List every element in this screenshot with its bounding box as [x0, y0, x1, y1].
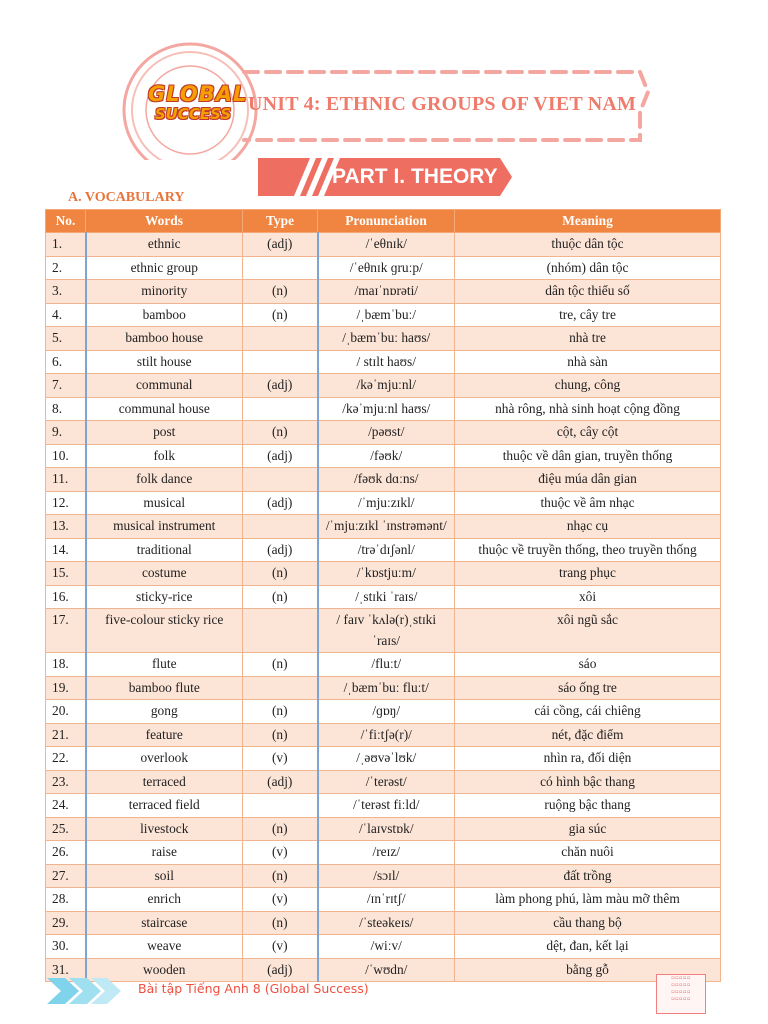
cell-no: 2. — [46, 256, 86, 280]
cell-meaning: ruộng bậc thang — [455, 794, 721, 818]
table-row — [46, 817, 721, 841]
cell-no: 5. — [46, 327, 86, 351]
cell-word: bamboo flute — [86, 676, 243, 700]
cell-type: (n) — [243, 562, 318, 586]
cell-pronunciation: /ɪnˈrɪtʃ/ — [318, 888, 455, 912]
cell-no: 30. — [46, 935, 86, 959]
cell-no: 26. — [46, 841, 86, 865]
table-row — [46, 468, 721, 492]
cell-pronunciation: /fluːt/ — [318, 653, 455, 677]
cell-type: (v) — [243, 935, 318, 959]
cell-pronunciation: /ˈkɒstjuːm/ — [318, 562, 455, 586]
cell-type: (adj) — [243, 538, 318, 562]
cell-word: costume — [86, 562, 243, 586]
cell-meaning: chung, công — [455, 374, 721, 398]
cell-pronunciation: /sɔɪl/ — [318, 864, 455, 888]
cell-meaning: xôi ngũ sắc — [455, 609, 721, 653]
table-row — [46, 770, 721, 794]
cell-word: musical instrument — [86, 515, 243, 539]
cell-no: 12. — [46, 491, 86, 515]
cell-no: 6. — [46, 350, 86, 374]
cell-no: 27. — [46, 864, 86, 888]
header-decoration — [0, 0, 768, 160]
cell-word: communal house — [86, 397, 243, 421]
cell-meaning: dệt, đan, kết lại — [455, 935, 721, 959]
table-row — [46, 794, 721, 818]
cell-meaning: bằng gỗ — [455, 958, 721, 982]
cell-meaning: cột, cây cột — [455, 421, 721, 445]
cell-meaning: đất trồng — [455, 864, 721, 888]
cell-no: 3. — [46, 280, 86, 304]
cell-meaning: nhà tre — [455, 327, 721, 351]
cell-word: weave — [86, 935, 243, 959]
publisher-stamp-icon: ▫▫▫▫▫ ▫▫▫▫▫ ▫▫▫▫▫ ▫▫▫▫▫ — [656, 974, 706, 1014]
cell-meaning: gia súc — [455, 817, 721, 841]
cell-type: (n) — [243, 303, 318, 327]
cell-no: 25. — [46, 817, 86, 841]
cell-meaning: xôi — [455, 585, 721, 609]
cell-pronunciation: /ˌstɪki ˈraɪs/ — [318, 585, 455, 609]
table-row — [46, 700, 721, 724]
cell-meaning: điệu múa dân gian — [455, 468, 721, 492]
table-row — [46, 841, 721, 865]
cell-type: (n) — [243, 280, 318, 304]
cell-meaning: làm phong phú, làm màu mỡ thêm — [455, 888, 721, 912]
cell-meaning: thuộc dân tộc — [455, 233, 721, 257]
logo-line-2: SUCCESS — [154, 105, 232, 123]
column-header-type: Type — [243, 210, 318, 233]
table-row — [46, 864, 721, 888]
footer-chevrons-icon — [47, 978, 127, 1004]
cell-word: enrich — [86, 888, 243, 912]
table-row — [46, 747, 721, 771]
cell-type: (n) — [243, 723, 318, 747]
cell-pronunciation: /ˈeθnɪk/ — [318, 233, 455, 257]
cell-no: 24. — [46, 794, 86, 818]
cell-pronunciation: /ˈmjuːzɪkl/ — [318, 491, 455, 515]
cell-type: (n) — [243, 421, 318, 445]
cell-type: (adj) — [243, 374, 318, 398]
cell-pronunciation: /fəʊk/ — [318, 444, 455, 468]
cell-meaning: nhà sàn — [455, 350, 721, 374]
cell-meaning: nhìn ra, đối diện — [455, 747, 721, 771]
cell-word: gong — [86, 700, 243, 724]
table-row — [46, 723, 721, 747]
global-success-logo — [148, 82, 248, 134]
cell-type — [243, 327, 318, 351]
cell-no: 10. — [46, 444, 86, 468]
cell-meaning: cầu thang bộ — [455, 911, 721, 935]
cell-meaning: thuộc về âm nhạc — [455, 491, 721, 515]
table-row — [46, 374, 721, 398]
cell-type — [243, 350, 318, 374]
cell-pronunciation: /ˈterəst fiːld/ — [318, 794, 455, 818]
table-row — [46, 911, 721, 935]
section-title: A. VOCABULARY — [68, 190, 185, 205]
cell-no: 11. — [46, 468, 86, 492]
cell-meaning: dân tộc thiểu số — [455, 280, 721, 304]
cell-word: flute — [86, 653, 243, 677]
table-row — [46, 327, 721, 351]
cell-no: 19. — [46, 676, 86, 700]
table-row — [46, 350, 721, 374]
cell-word: five-colour sticky rice — [86, 609, 243, 653]
cell-meaning: thuộc về dân gian, truyền thống — [455, 444, 721, 468]
cell-no: 8. — [46, 397, 86, 421]
cell-pronunciation: /ˈfiːtʃə(r)/ — [318, 723, 455, 747]
cell-word: soil — [86, 864, 243, 888]
column-header-meaning: Meaning — [455, 210, 721, 233]
cell-word: overlook — [86, 747, 243, 771]
cell-type — [243, 397, 318, 421]
cell-pronunciation: / stɪlt haʊs/ — [318, 350, 455, 374]
cell-pronunciation: /ˈmjuːzɪkl ˈɪnstrəmənt/ — [318, 515, 455, 539]
cell-no: 20. — [46, 700, 86, 724]
cell-meaning: nét, đặc điểm — [455, 723, 721, 747]
cell-word: bamboo — [86, 303, 243, 327]
table-row — [46, 562, 721, 586]
cell-word: musical — [86, 491, 243, 515]
cell-no: 1. — [46, 233, 86, 257]
cell-pronunciation: /pəʊst/ — [318, 421, 455, 445]
table-row — [46, 585, 721, 609]
table-row — [46, 653, 721, 677]
table-body — [46, 233, 721, 982]
cell-pronunciation: /reɪz/ — [318, 841, 455, 865]
cell-no: 23. — [46, 770, 86, 794]
cell-no: 15. — [46, 562, 86, 586]
cell-type: (adj) — [243, 770, 318, 794]
cell-meaning: trang phục — [455, 562, 721, 586]
cell-pronunciation: /ˌbæmˈbuː fluːt/ — [318, 676, 455, 700]
vocabulary-table — [45, 209, 721, 982]
cell-no: 4. — [46, 303, 86, 327]
cell-meaning: tre, cây tre — [455, 303, 721, 327]
cell-no: 28. — [46, 888, 86, 912]
cell-no: 31. — [46, 958, 86, 982]
cell-type — [243, 256, 318, 280]
table-row — [46, 397, 721, 421]
table-row — [46, 256, 721, 280]
cell-word: staircase — [86, 911, 243, 935]
cell-no: 13. — [46, 515, 86, 539]
cell-meaning: cái cồng, cái chiêng — [455, 700, 721, 724]
unit-title: UNIT 4: ETHNIC GROUPS OF VIET NAM — [248, 93, 637, 115]
cell-type: (n) — [243, 911, 318, 935]
cell-type — [243, 609, 318, 653]
table-row — [46, 280, 721, 304]
cell-type: (n) — [243, 700, 318, 724]
cell-type: (n) — [243, 864, 318, 888]
cell-pronunciation: /ˌbæmˈbuː haʊs/ — [318, 327, 455, 351]
cell-pronunciation: /kəˈmjuːnl haʊs/ — [318, 397, 455, 421]
table-row — [46, 935, 721, 959]
cell-type: (n) — [243, 817, 318, 841]
cell-meaning: thuộc về truyền thống, theo truyền thống — [455, 538, 721, 562]
cell-pronunciation: /ˈterəst/ — [318, 770, 455, 794]
cell-no: 29. — [46, 911, 86, 935]
cell-meaning: (nhóm) dân tộc — [455, 256, 721, 280]
cell-meaning: có hình bậc thang — [455, 770, 721, 794]
cell-meaning: sáo — [455, 653, 721, 677]
cell-pronunciation: /ɡɒŋ/ — [318, 700, 455, 724]
cell-type — [243, 794, 318, 818]
table-row — [46, 421, 721, 445]
table-row — [46, 515, 721, 539]
table-row — [46, 303, 721, 327]
cell-type: (adj) — [243, 444, 318, 468]
cell-type: (adj) — [243, 233, 318, 257]
table-row — [46, 491, 721, 515]
cell-no: 9. — [46, 421, 86, 445]
column-header-words: Words — [86, 210, 243, 233]
cell-type: (v) — [243, 841, 318, 865]
cell-word: wooden — [86, 958, 243, 982]
table-row — [46, 609, 721, 653]
cell-pronunciation: / faɪv ˈkʌlə(r)ˌstɪki ˈraɪs/ — [318, 609, 455, 653]
cell-pronunciation: /ˈeθnɪk ɡruːp/ — [318, 256, 455, 280]
cell-word: communal — [86, 374, 243, 398]
table-row — [46, 676, 721, 700]
cell-type: (n) — [243, 585, 318, 609]
table-header-row — [46, 210, 721, 233]
cell-word: feature — [86, 723, 243, 747]
cell-word: ethnic — [86, 233, 243, 257]
cell-word: stilt house — [86, 350, 243, 374]
footer-book-title: Bài tập Tiếng Anh 8 (Global Success) — [138, 981, 369, 996]
table-row — [46, 233, 721, 257]
cell-meaning: nhà rông, nhà sinh hoạt cộng đồng — [455, 397, 721, 421]
cell-no: 18. — [46, 653, 86, 677]
cell-word: terraced — [86, 770, 243, 794]
cell-pronunciation: /fəʊk dɑːns/ — [318, 468, 455, 492]
cell-pronunciation: /trəˈdɪʃənl/ — [318, 538, 455, 562]
cell-word: terraced field — [86, 794, 243, 818]
cell-pronunciation: /ˌəʊvəˈlʊk/ — [318, 747, 455, 771]
cell-pronunciation: /ˈlaɪvstɒk/ — [318, 817, 455, 841]
cell-word: folk dance — [86, 468, 243, 492]
table-row — [46, 888, 721, 912]
cell-word: minority — [86, 280, 243, 304]
cell-word: ethnic group — [86, 256, 243, 280]
cell-word: folk — [86, 444, 243, 468]
cell-word: post — [86, 421, 243, 445]
logo-line-1: GLOBAL — [148, 82, 248, 106]
cell-meaning: chăn nuôi — [455, 841, 721, 865]
cell-type: (adj) — [243, 491, 318, 515]
cell-word: livestock — [86, 817, 243, 841]
cell-word: raise — [86, 841, 243, 865]
cell-no: 17. — [46, 609, 86, 653]
cell-type: (v) — [243, 747, 318, 771]
cell-pronunciation: /wiːv/ — [318, 935, 455, 959]
cell-no: 21. — [46, 723, 86, 747]
cell-no: 14. — [46, 538, 86, 562]
part-title: PART I. THEORY — [332, 165, 498, 188]
cell-pronunciation: /ˈsteəkeɪs/ — [318, 911, 455, 935]
cell-word: sticky-rice — [86, 585, 243, 609]
table-row — [46, 444, 721, 468]
cell-type — [243, 515, 318, 539]
table-row — [46, 958, 721, 982]
cell-pronunciation: /maɪˈnɒrəti/ — [318, 280, 455, 304]
cell-word: bamboo house — [86, 327, 243, 351]
cell-no: 7. — [46, 374, 86, 398]
column-header-pronunciation: Pronunciation — [318, 210, 455, 233]
cell-no: 16. — [46, 585, 86, 609]
cell-meaning: nhạc cụ — [455, 515, 721, 539]
part-banner — [258, 158, 512, 196]
cell-no: 22. — [46, 747, 86, 771]
cell-type — [243, 468, 318, 492]
column-header-no: No. — [46, 210, 86, 233]
cell-word: traditional — [86, 538, 243, 562]
table-row — [46, 538, 721, 562]
cell-pronunciation: /ˌbæmˈbuː/ — [318, 303, 455, 327]
cell-type: (adj) — [243, 958, 318, 982]
cell-pronunciation: /kəˈmjuːnl/ — [318, 374, 455, 398]
cell-type: (v) — [243, 888, 318, 912]
cell-pronunciation: /ˈwʊdn/ — [318, 958, 455, 982]
cell-meaning: sáo ống tre — [455, 676, 721, 700]
cell-type: (n) — [243, 653, 318, 677]
cell-type — [243, 676, 318, 700]
